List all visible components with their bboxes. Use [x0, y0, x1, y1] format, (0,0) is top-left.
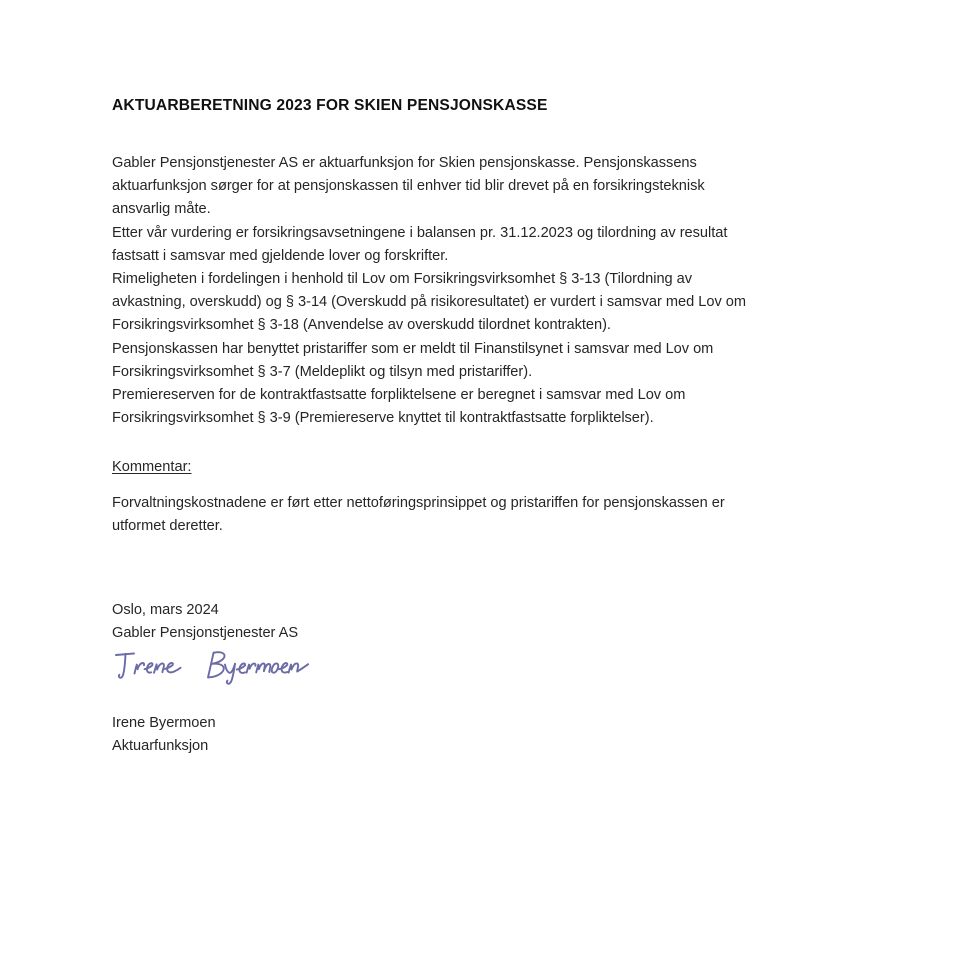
body-line: Forsikringsvirksomhet § 3-7 (Meldeplikt og tilsyn med pristariffer). [112, 363, 533, 380]
body-line: avkastning, overskudd) og § 3-14 (Overskudd på risikoresultatet) er vurdert i samsvar med Lov om [112, 294, 746, 311]
page-title: AKTUARBERETNING 2023 FOR SKIEN PENSJONSKASSE [112, 97, 548, 115]
comment-body [112, 492, 842, 538]
comment-line: Forvaltningskostnadene er ført etter nettoføringsprinsippet og pristariffen for pensjonskassen er [112, 495, 725, 512]
signatory-role: Aktuarfunksjon [112, 738, 209, 755]
closing-line-company: Gabler Pensjonstjenester AS [112, 625, 299, 642]
body-text-block [112, 152, 842, 430]
closing-line-place-date: Oslo, mars 2024 [112, 602, 219, 618]
body-line: Rimeligheten i fordelingen i henhold til Lov om Forsikringsvirksomhet § 3-13 (Tilordning av [112, 271, 693, 288]
body-line: Gabler Pensjonstjenester AS er aktuarfunksjon for Skien pensjonskasse. Pensjonskassens [112, 155, 697, 171]
comment-heading-row [112, 456, 842, 479]
body-line: Forsikringsvirksomhet § 3-18 (Anvendelse av overskudd tilordnet kontrakten). [112, 317, 611, 334]
signature-image [112, 645, 382, 697]
body-line: ansvarlig måte. [112, 201, 211, 218]
signatory-block [112, 712, 532, 758]
signatory-name: Irene Byermoen [112, 715, 216, 731]
body-line: Forsikringsvirksomhet § 3-9 (Premiereserve knyttet til kontraktfastsatte forpliktelser). [112, 410, 654, 427]
body-line: aktuarfunksjon sørger for at pensjonskassen til enhver tid blir drevet på en forsikringsteknisk [112, 178, 705, 195]
body-line: Etter vår vurdering er forsikringsavsetningene i balansen pr. 31.12.2023 og tilordning av resultat [112, 224, 728, 241]
comment-line: utformet deretter. [112, 518, 223, 535]
body-line: fastsatt i samsvar med gjeldende lover og forskrifter. [112, 247, 449, 264]
body-line: Pensjonskassen har benyttet pristariffer som er meldt til Finanstilsynet i samsvar med Lov om [112, 340, 714, 357]
comment-section [112, 456, 842, 539]
comment-heading: Kommentar: [112, 459, 192, 475]
body-line: Premiereserven for de kontraktfastsatte forpliktelsene er beregnet i samsvar med Lov om [112, 387, 686, 404]
signature-strokes [112, 645, 364, 697]
closing-block [112, 599, 632, 645]
paragraph-main [112, 152, 842, 430]
